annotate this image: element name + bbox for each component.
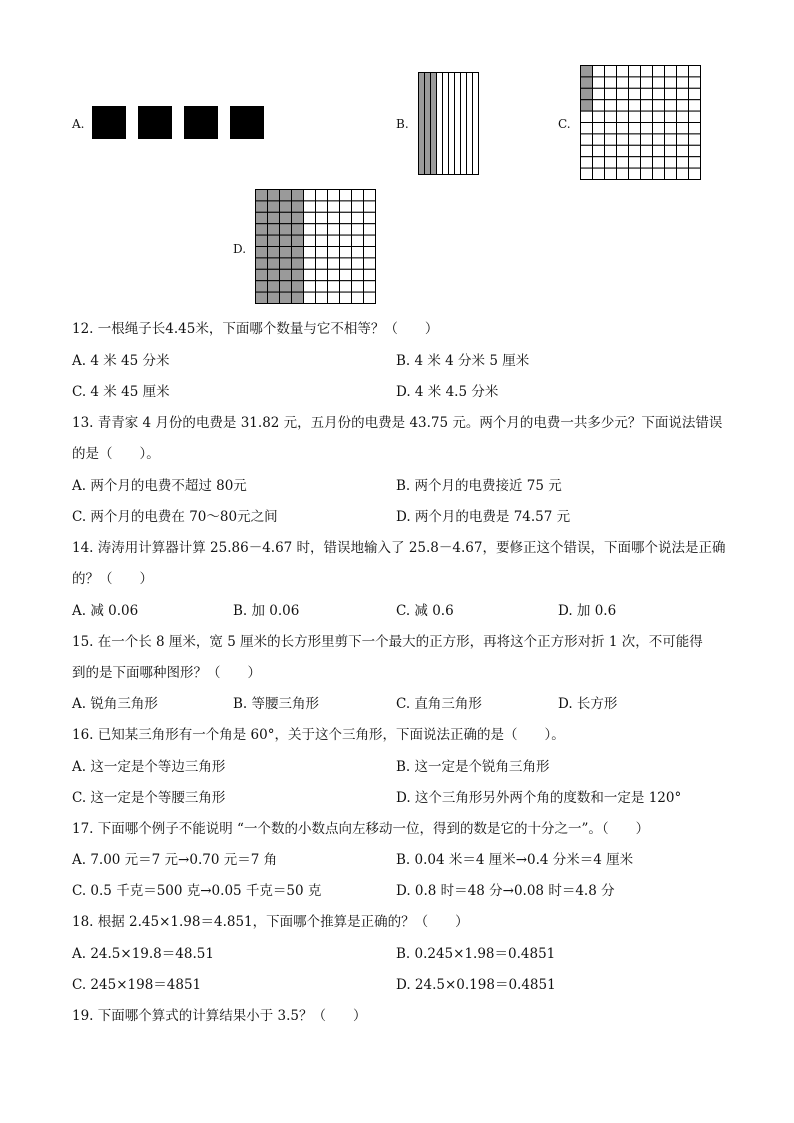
grid-cell (352, 247, 364, 258)
grid-cell (629, 77, 641, 88)
grid-cell (304, 292, 316, 303)
grid-cell (316, 247, 328, 258)
q17-option-d[interactable]: D. 0.8 时＝48 分→0.08 时＝4.8 分 (396, 883, 615, 899)
grid-cell (689, 111, 701, 122)
grid-cell (653, 88, 665, 99)
grid-cell (605, 168, 617, 179)
grid-cell (340, 247, 352, 258)
grid-cell (617, 88, 629, 99)
grid-cell (328, 235, 340, 246)
grid-cell (581, 168, 593, 179)
grid-cell (677, 111, 689, 122)
q12-option-a[interactable]: A. 4 米 45 分米 (72, 353, 170, 369)
grid-cell (364, 258, 376, 269)
grid-cell (581, 88, 593, 99)
grid-cell (268, 235, 280, 246)
grid-cell (689, 100, 701, 111)
grid-cell (340, 201, 352, 212)
grid-cell (593, 100, 605, 111)
grid-cell (581, 157, 593, 168)
option-d-label: D. (233, 242, 247, 256)
grid-cell (292, 224, 304, 235)
grid-cell (689, 134, 701, 145)
option-b-label: B. (396, 117, 409, 131)
grid-cell (677, 157, 689, 168)
grid-cell (292, 292, 304, 303)
grid-cell (665, 157, 677, 168)
grid-cell (581, 145, 593, 156)
grid-cell (328, 190, 340, 201)
grid-cell (328, 258, 340, 269)
strip-1 (419, 73, 425, 175)
grid-cell (593, 134, 605, 145)
grid-cell (605, 111, 617, 122)
q12-option-d[interactable]: D. 4 米 4.5 分米 (396, 384, 499, 400)
grid-cell (364, 292, 376, 303)
grid-cell (304, 224, 316, 235)
grid-cell (641, 145, 653, 156)
grid-cell (280, 235, 292, 246)
grid-cell (653, 145, 665, 156)
grid-cell (292, 212, 304, 223)
grid-cell (677, 123, 689, 134)
grid-cell (280, 247, 292, 258)
grid-cell (629, 123, 641, 134)
grid-cell (641, 111, 653, 122)
grid-cell (340, 190, 352, 201)
grid-cell (629, 168, 641, 179)
q17-option-c[interactable]: C. 0.5 千克＝500 克→0.05 千克＝50 克 (72, 883, 322, 899)
grid-cell (665, 111, 677, 122)
grid-cell (677, 100, 689, 111)
q14-option-a[interactable]: A. 减 0.06 (72, 603, 139, 619)
grid-cell (352, 201, 364, 212)
grid-cell (304, 247, 316, 258)
grid-cell (605, 157, 617, 168)
grid-cell (292, 269, 304, 280)
grid-cell (593, 145, 605, 156)
grid-cell (316, 212, 328, 223)
strip-8 (461, 73, 467, 175)
figure-a-squares (92, 106, 267, 140)
grid-cell (641, 100, 653, 111)
grid-cell (641, 66, 653, 77)
strip-5 (443, 73, 449, 175)
grid-cell (605, 100, 617, 111)
q14-option-c[interactable]: C. 减 0.6 (396, 603, 454, 619)
grid-cell (581, 111, 593, 122)
grid-cell (292, 281, 304, 292)
grid-cell (364, 201, 376, 212)
q13-option-d[interactable]: D. 两个月的电费是 74.57 元 (396, 509, 571, 525)
grid-cell (593, 111, 605, 122)
grid-cell (689, 123, 701, 134)
grid-cell (653, 100, 665, 111)
grid-cell (364, 281, 376, 292)
grid-cell (352, 292, 364, 303)
q17-option-b[interactable]: B. 0.04 米＝4 厘米→0.4 分米＝4 厘米 (396, 852, 634, 868)
grid-cell (593, 66, 605, 77)
grid-cell (328, 224, 340, 235)
grid-cell (316, 281, 328, 292)
grid-cell (689, 168, 701, 179)
grid-cell (689, 66, 701, 77)
grid-cell (328, 247, 340, 258)
grid-cell (641, 157, 653, 168)
grid-cell (689, 145, 701, 156)
grid-cell (292, 258, 304, 269)
q18-option-a[interactable]: A. 24.5×19.8＝48.51 (72, 946, 214, 962)
grid-cell (292, 247, 304, 258)
q14-stem-line1: 14. 涛涛用计算器计算 25.86－4.67 时，错误地输入了 25.8－4.67，要修正这个错误，下面哪个说法是正确 (72, 540, 726, 556)
q15-option-c[interactable]: C. 直角三角形 (396, 696, 482, 712)
grid-cell (328, 212, 340, 223)
strip-3 (431, 73, 437, 175)
grid-cell (665, 145, 677, 156)
grid-cell (304, 258, 316, 269)
q15-stem-line1: 15. 在一个长 8 厘米，宽 5 厘米的长方形里剪下一个最大的正方形，再将这个正方形对折 1 次，不可能得 (72, 634, 703, 650)
grid-cell (641, 88, 653, 99)
q16-option-a[interactable]: A. 这一定是个等边三角形 (72, 759, 226, 775)
grid-cell (280, 190, 292, 201)
q15-option-b[interactable]: B. 等腰三角形 (233, 696, 320, 712)
grid-cell (316, 190, 328, 201)
q18-option-b[interactable]: B. 0.245×1.98＝0.4851 (396, 946, 556, 962)
q14-stem-line2: 的？（ ） (72, 571, 153, 587)
q14-option-b[interactable]: B. 加 0.06 (233, 603, 300, 619)
grid-cell (617, 168, 629, 179)
grid-cell (256, 269, 268, 280)
grid-cell (653, 111, 665, 122)
grid-cell (268, 201, 280, 212)
grid-cell (665, 134, 677, 145)
grid-cell (328, 292, 340, 303)
grid-cell (629, 66, 641, 77)
q16-stem: 16. 已知某三角形有一个角是 60°，关于这个三角形，下面说法正确的是（ ）。 (72, 727, 565, 743)
grid-cell (328, 281, 340, 292)
grid-cell (665, 168, 677, 179)
grid-cell (641, 134, 653, 145)
grid-cell (340, 235, 352, 246)
grid-cell (268, 224, 280, 235)
grid-cell (256, 258, 268, 269)
grid-cell (364, 224, 376, 235)
strip-2 (425, 73, 431, 175)
grid-cell (617, 66, 629, 77)
grid-cell (292, 235, 304, 246)
grid-cell (268, 269, 280, 280)
q13-option-b[interactable]: B. 两个月的电费接近 75 元 (396, 478, 562, 494)
q17-stem: 17. 下面哪个例子不能说明 “一个数的小数点向左移动一位，得到的数是它的十分之一”。（ ） (72, 821, 650, 837)
grid-cell (617, 145, 629, 156)
grid-cell (665, 66, 677, 77)
grid-cell (665, 100, 677, 111)
grid-cell (641, 168, 653, 179)
grid-cell (352, 235, 364, 246)
grid-cell (340, 292, 352, 303)
grid-cell (268, 258, 280, 269)
grid-cell (280, 224, 292, 235)
grid-cell (581, 134, 593, 145)
figure-c-grid (580, 65, 701, 181)
grid-cell (364, 190, 376, 201)
grid-cell (316, 269, 328, 280)
grid-cell (316, 224, 328, 235)
grid-cell (304, 235, 316, 246)
grid-cell (256, 292, 268, 303)
grid-cell (617, 134, 629, 145)
grid-cell (677, 88, 689, 99)
grid-cell (292, 190, 304, 201)
grid-cell (268, 190, 280, 201)
grid-cell (304, 190, 316, 201)
q12-option-c[interactable]: C. 4 米 45 厘米 (72, 384, 170, 400)
grid-cell (605, 134, 617, 145)
grid-cell (653, 134, 665, 145)
grid-cell (617, 123, 629, 134)
grid-cell (352, 212, 364, 223)
grid-cell (340, 269, 352, 280)
grid-cell (292, 201, 304, 212)
option-c-label: C. (558, 117, 571, 131)
grid-cell (256, 247, 268, 258)
grid-cell (677, 77, 689, 88)
grid-cell (689, 88, 701, 99)
q17-option-a[interactable]: A. 7.00 元＝7 元→0.70 元＝7 角 (72, 852, 278, 868)
grid-cell (256, 212, 268, 223)
grid-cell (593, 77, 605, 88)
grid-cell (605, 123, 617, 134)
grid-cell (653, 157, 665, 168)
grid-cell (605, 77, 617, 88)
grid-cell (593, 168, 605, 179)
grid-cell (629, 100, 641, 111)
option-a-label: A. (72, 117, 85, 131)
q15-stem-line2: 到的是下面哪种图形？（ ） (72, 665, 261, 681)
figure-b-strips (418, 72, 480, 176)
grid-cell (316, 292, 328, 303)
grid-cell (629, 88, 641, 99)
strip-6 (449, 73, 455, 175)
grid-cell (605, 66, 617, 77)
grid-cell (352, 190, 364, 201)
grid-cell (581, 66, 593, 77)
q14-option-d[interactable]: D. 加 0.6 (558, 603, 617, 619)
grid-cell (617, 77, 629, 88)
strip-9 (467, 73, 473, 175)
grid-cell (665, 123, 677, 134)
grid-cell (304, 201, 316, 212)
grid-cell (364, 269, 376, 280)
grid-cell (340, 258, 352, 269)
grid-cell (653, 123, 665, 134)
grid-cell (304, 281, 316, 292)
q19-stem: 19. 下面哪个算式的计算结果小于 3.5？（ ） (72, 1008, 367, 1024)
grid-cell (256, 201, 268, 212)
grid-cell (653, 168, 665, 179)
grid-cell (593, 88, 605, 99)
grid-cell (677, 66, 689, 77)
q16-option-c[interactable]: C. 这一定是个等腰三角形 (72, 790, 226, 806)
grid-cell (629, 134, 641, 145)
strip-7 (455, 73, 461, 175)
grid-cell (316, 258, 328, 269)
grid-cell (352, 224, 364, 235)
grid-cell (256, 235, 268, 246)
q18-option-d[interactable]: D. 24.5×0.198＝0.4851 (396, 977, 556, 993)
grid-cell (677, 168, 689, 179)
grid-cell (280, 258, 292, 269)
q13-option-c[interactable]: C. 两个月的电费在 70～80元之间 (72, 509, 278, 525)
q15-option-a[interactable]: A. 锐角三角形 (72, 696, 158, 712)
grid-cell (268, 292, 280, 303)
grid-cell (352, 281, 364, 292)
grid-cell (280, 292, 292, 303)
grid-cell (617, 100, 629, 111)
grid-cell (316, 201, 328, 212)
strip-4 (437, 73, 443, 175)
q15-option-d[interactable]: D. 长方形 (558, 696, 618, 712)
grid-cell (629, 111, 641, 122)
q13-stem-line2: 的是（ ）。 (72, 446, 160, 462)
grid-cell (280, 269, 292, 280)
q13-stem-line1: 13. 青青家 4 月份的电费是 31.82 元，五月份的电费是 43.75 元。两个月的电费一共多少元？下面说法错误 (72, 415, 723, 431)
grid-cell (617, 111, 629, 122)
grid-cell (280, 281, 292, 292)
grid-cell (316, 235, 328, 246)
grid-cell (653, 77, 665, 88)
grid-cell (581, 77, 593, 88)
grid-cell (256, 281, 268, 292)
q16-option-b[interactable]: B. 这一定是个锐角三角形 (396, 759, 550, 775)
q16-option-d[interactable]: D. 这个三角形另外两个角的度数和一定是 120° (396, 790, 682, 806)
strip-10 (473, 73, 479, 175)
grid-cell (364, 235, 376, 246)
grid-cell (665, 77, 677, 88)
grid-cell (256, 190, 268, 201)
q12-option-b[interactable]: B. 4 米 4 分米 5 厘米 (396, 353, 530, 369)
grid-cell (256, 224, 268, 235)
grid-cell (268, 212, 280, 223)
q18-stem: 18. 根据 2.45×1.98＝4.851，下面哪个推算是正确的？（ ） (72, 914, 469, 930)
grid-cell (304, 269, 316, 280)
grid-cell (689, 77, 701, 88)
grid-cell (593, 123, 605, 134)
q13-option-a[interactable]: A. 两个月的电费不超过 80元 (72, 478, 247, 494)
grid-cell (352, 258, 364, 269)
grid-cell (629, 157, 641, 168)
grid-cell (581, 123, 593, 134)
grid-cell (364, 247, 376, 258)
grid-cell (593, 157, 605, 168)
grid-cell (665, 88, 677, 99)
grid-cell (629, 145, 641, 156)
grid-cell (340, 281, 352, 292)
grid-cell (689, 157, 701, 168)
grid-cell (581, 100, 593, 111)
grid-cell (677, 145, 689, 156)
grid-cell (605, 88, 617, 99)
grid-cell (328, 201, 340, 212)
grid-cell (268, 247, 280, 258)
grid-cell (340, 212, 352, 223)
grid-cell (280, 212, 292, 223)
grid-cell (641, 77, 653, 88)
grid-cell (352, 269, 364, 280)
grid-cell (364, 212, 376, 223)
grid-cell (617, 157, 629, 168)
grid-cell (653, 66, 665, 77)
grid-cell (328, 269, 340, 280)
figure-d-grid (255, 189, 376, 305)
grid-cell (340, 224, 352, 235)
grid-cell (304, 212, 316, 223)
grid-cell (605, 145, 617, 156)
grid-cell (641, 123, 653, 134)
grid-cell (280, 201, 292, 212)
grid-cell (677, 134, 689, 145)
grid-cell (268, 281, 280, 292)
q18-option-c[interactable]: C. 245×198＝4851 (72, 977, 202, 993)
q12-stem: 12. 一根绳子长4.45米，下面哪个数量与它不相等？（ ） (72, 321, 439, 337)
